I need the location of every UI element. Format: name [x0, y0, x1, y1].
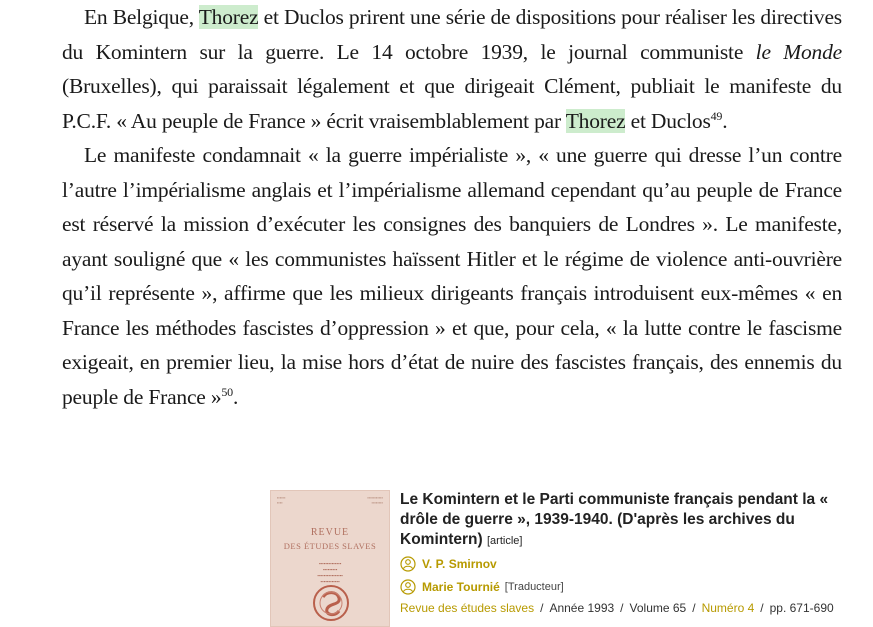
- cover-title: REVUE: [310, 527, 350, 538]
- separator: /: [620, 601, 624, 615]
- text-run: .: [722, 108, 728, 133]
- text-run: et Duclos: [625, 108, 711, 133]
- text-run: et Duclos prirent une série de dispositions pour réaliser les directives du Komintern sur la guerre. Le 14 octobre 1939, le journal communiste: [62, 5, 842, 64]
- text-run: En Belgique,: [84, 5, 199, 29]
- person-icon: [400, 579, 416, 595]
- cover-fine-print: ▪▪▪▪▪▪▪▪▪▪▪ ▪▪▪▪▪▪▪▪: [367, 495, 383, 505]
- paragraph-2: [62, 138, 842, 414]
- separator: /: [760, 601, 764, 615]
- person-icon: [400, 556, 416, 572]
- article-type-badge: [article]: [486, 535, 523, 547]
- article-title-text[interactable]: Le Komintern et le Parti communiste français pendant la « drôle de guerre », 1939-1940. (D'après les archives du Komintern): [400, 491, 829, 548]
- footnote-ref-49: 49: [710, 108, 723, 123]
- volume-text: Volume 65: [629, 601, 687, 615]
- highlight-thorez[interactable]: Thorez: [565, 108, 626, 133]
- footnote-ref-50: 50: [221, 384, 233, 399]
- book-page-scan: [62, 0, 842, 414]
- cover-fine-print: ▪▪▪▪▪▪ ▪▪▪▪: [277, 495, 286, 505]
- highlight-thorez[interactable]: Thorez: [198, 5, 259, 29]
- separator: /: [692, 601, 696, 615]
- cover-emblem-icon: [311, 583, 351, 623]
- translator-link[interactable]: Marie Tournié: [422, 580, 500, 594]
- translator-role: [Traducteur]: [504, 581, 564, 593]
- article-title[interactable]: [400, 490, 870, 551]
- year-text: Année 1993: [549, 601, 615, 615]
- article-card: [270, 490, 873, 627]
- journal-link[interactable]: Revue des études slaves: [400, 601, 535, 615]
- article-metadata: [400, 490, 870, 616]
- translator-row: [400, 577, 870, 597]
- author-row: [400, 554, 870, 574]
- journal-cover-thumbnail[interactable]: [270, 490, 390, 627]
- separator: /: [540, 601, 544, 615]
- newspaper-title: le Monde: [755, 39, 842, 64]
- citation-line: [400, 600, 870, 616]
- text-run: Le manifeste condamnait « la guerre impérialiste », « une guerre qui dresse l’un contre l’autre l’impérialisme anglais et l’impérialisme allemand cependant qu’au peuple de France est réservé la mission d’exécuter les consignes des banquiers de Londres ». Le manifeste, ayant souligné que « les communistes haïssent Hitler et le régime de violence anti-ouvrière qu’il représente », affirme que les milieux dirigeants français introduisent eux-mêmes « en France les méthodes fascistes d’oppression » et que, pour cela, « la lutte contre le fascisme exigeait, en premier lieu, la mise hors d’état de nuire des fascistes français, des ennemis du peuple de France »: [62, 143, 842, 409]
- pages-text: pp. 671-690: [769, 601, 834, 615]
- issue-link[interactable]: Numéro 4: [701, 601, 755, 615]
- text-run: (Bruxelles), qui paraissait légalement et que dirigeait Clément, publiait le manifeste du P.C.F. « Au peuple de France » écrit vraisemblablement par: [62, 74, 842, 133]
- text-run: .: [232, 384, 239, 409]
- paragraph-1: [62, 0, 842, 138]
- cover-subtitle: DES ÉTUDES SLAVES: [283, 541, 377, 551]
- author-link[interactable]: V. P. Smirnov: [422, 557, 497, 571]
- cover-fine-print: ▪▪▪▪▪▪▪▪▪▪▪▪▪▪ ▪▪▪▪▪▪▪▪▪ ▪▪▪▪▪▪▪▪▪▪▪▪▪▪▪▪ ▪▪▪▪▪▪▪▪▪▪▪▪: [317, 561, 343, 584]
